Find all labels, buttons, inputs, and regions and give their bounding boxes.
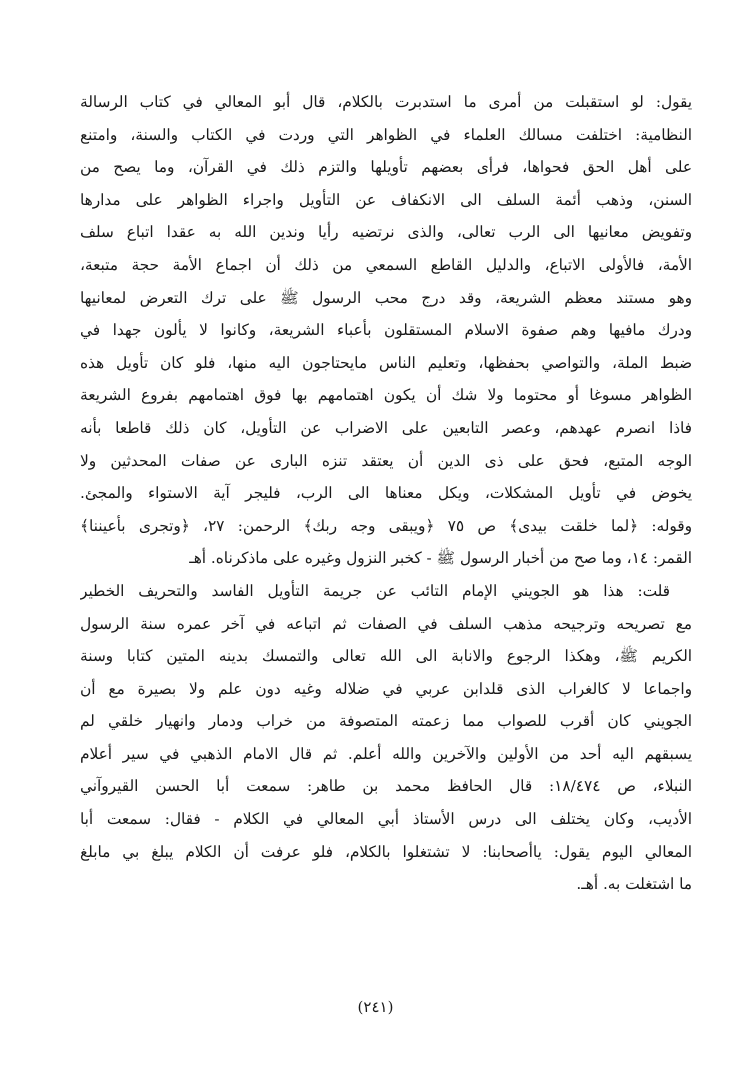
paragraph-1 [80, 86, 692, 575]
text-line: النبلاء، ص ١٨/٤٧٤: قال الحافظ محمد بن طاهر: سمعت أبا الحسن القيروآني [80, 777, 692, 796]
text-line: فاذا انصرم عهدهم، وعصر التابعين على الاضراب عن التأويل، كان ذلك قاطعا بأنه [80, 418, 692, 437]
text-line: قلت: هذا هو الجويني الإمام التائب عن جريمة التأويل الفاسد والتحريف الخطير [80, 581, 670, 600]
text-line: الأديب، وكان يختلف الى درس الأستاذ أبي المعالي في الكلام - فقال: سمعت أبا [80, 810, 692, 829]
text-line: واجماعا لا كالغراب الذى قلدابن عربي في ضلاله وغيه دون علم ولا بصيرة مع أن [80, 679, 692, 698]
text-line: يخوض في تأويل المشكلات، ويكل معناها الى الرب، فليجر آية الاستواء والمجئ. [80, 484, 692, 503]
text-line: يقول: لو استقبلت من أمرى ما استدبرت بالكلام، قال أبو المعالي في كتاب الرسالة [80, 93, 692, 111]
text-line: الظواهر مسوغا أو محتوما ولا شك أن يكون اهتمامهم بها فوق اهتمامهم بفروع الشريعة [80, 386, 692, 405]
text-line: النظامية: اختلفت مسالك العلماء في الظواهر التي وردت في الكتاب والسنة، وامتنع [80, 125, 692, 144]
text-line: ودرك مافيها وهم صفوة الاسلام المستقلون بأعباء الشريعة، وكانوا لا يألون جهدا في [80, 321, 692, 340]
text-line: يسبقهم اليه أحد من الأولين والآخرين والله أعلم. ثم قال الامام الذهبي في سير أعلام [80, 744, 692, 763]
paragraph-2 [80, 575, 692, 901]
text-line: على أهل الحق فحواها، فرأى بعضهم تأويلها والتزم ذلك في القرآن، وما يصح من [80, 158, 692, 177]
text-line: المعالي اليوم يقول: ياأصحابنا: لا تشتغلوا بالكلام، فلو عرفت أن الكلام يبلغ بي مابلغ [80, 842, 692, 861]
text-line: الوجه المتبع، فحق على ذى الدين أن يعتقد تنزه البارى عن صفات المحدثين ولا [80, 451, 692, 470]
text-line: ما اشتغلت به. أهـ. [576, 875, 692, 894]
text-line: السنن، وذهب أئمة السلف الى الانكفاف عن التأويل واجراء الظواهر على مدارها [80, 190, 692, 209]
text-line: الجويني كان أقرب للصواب مما زعمته المتصوفة من خراب ودمار وانهيار خلقي لم [80, 712, 692, 731]
page-number: (٢٤١) [357, 998, 394, 1016]
text-line: وتفويض معانيها الى الرب تعالى، والذى نرتضيه رأيا وندين الله به عقدا اتباع سلف [80, 223, 692, 242]
text-line: ضبط الملة، والتواصي بحفظها، وتعليم الناس مايحتاجون اليه منها، فلو كان تأويل هذه [80, 353, 692, 372]
text-line: مع تصريحه وترجيحه مذهب السلف في الصفات ثم اتباعه في آخر عمره سنة الرسول [80, 614, 692, 633]
text-line: وقوله: ﴿لما خلقت بيدى﴾ ص ٧٥ ﴿ويبقى وجه ربك﴾ الرحمن: ٢٧، ﴿وتجرى بأعيننا﴾ [80, 516, 692, 535]
text-line: الأمة، فالأولى الاتباع، والدليل القاطع السمعي من ذلك أن اجماع الأمة حجة متبعة، [80, 255, 692, 274]
text-line: وهو مستند معظم الشريعة، وقد درج محب الرسول ﷺ على ترك التعرض لمعانيها [80, 288, 692, 307]
body-text [80, 86, 692, 901]
text-line: القمر: ١٤، وما صح من أخبار الرسول ﷺ - كخبر النزول وغيره على ماذكرناه. أهـ [189, 549, 692, 568]
text-line: الكريم ﷺ، وهكذا الرجوع والانابة الى الله تعالى والتمسك بدينه المتين كتابا وسنة [80, 647, 692, 666]
